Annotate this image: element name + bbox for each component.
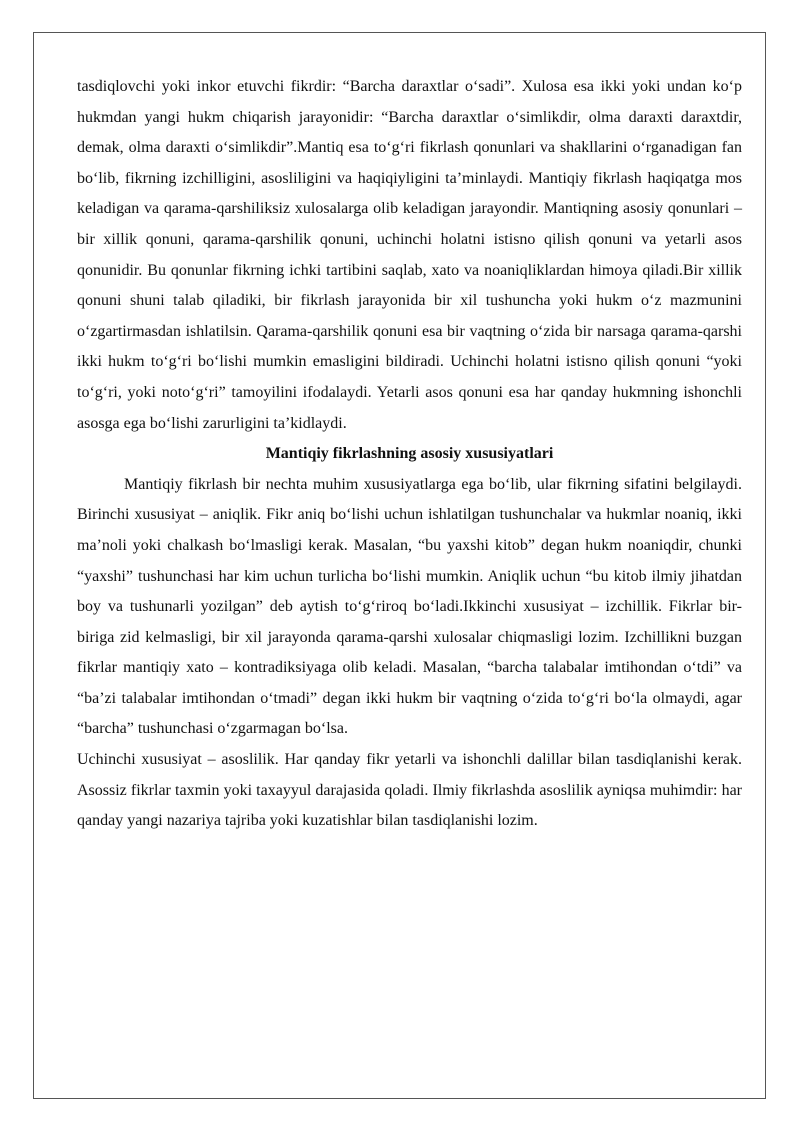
paragraph-properties: Mantiqiy fikrlash bir nechta muhim xususiyatlarga ega bo‘lib, ular fikrning sifatini belgilaydi. Birinchi xususiyat – aniqlik. Fikr aniq bo‘lishi uchun ishlatilgan tushunchalar va hukmlar noaniq, ikki ma’noli yoki chalkash bo‘lmasligi kerak. Masalan, “bu yaxshi kitob” degan hukm noaniqdir, chunki “yaxshi” tushunchasi har kim uchun turlicha bo‘lishi mumkin. Aniqlik uchun “bu kitob ilmiy jihatdan boy va tushunarli yozilgan” deb aytish to‘g‘riroq bo‘ladi.Ikkinchi xususiyat – izchillik. Fikrlar bir-biriga zid kelmasligi, bir xil jarayonda qarama-qarshi xulosalar chiqmasligi lozim. Izchillikni buzgan fikrlar mantiqiy xato – kontradiksiyaga olib keladi. Masalan, “barcha talabalar imtihondan o‘tdi” va “ba’zi talabalar imtihondan o‘tmadi” degan ikki hukm bir vaqtning o‘zida to‘g‘ri bo‘la olmaydi, agar “barcha” tushunchasi o‘zgarmagan bo‘lsa.: [77, 475, 742, 738]
paragraph-laws-of-logic: tasdiqlovchi yoki inkor etuvchi fikrdir: “Barcha daraxtlar o‘sadi”. Xulosa esa ikki yoki undan ko‘p hukmdan yangi hukm chiqarish jarayonidir: “Barcha daraxtlar o‘simlikdir, olma daraxti daraxtdir, demak, olma daraxti o‘simlikdir”.Mantiq esa to‘g‘ri fikrlash qonunlari va shakllarini o‘rganadigan fan bo‘lib, fikrning izchilligini, asosliligini va haqiqiyligini ta’minlaydi. Mantiqiy fikrlash haqiqatga mos keladigan va qarama-qarshiliksiz xulosalarga olib keladigan jarayondir. Mantiqning asosiy qonunlari – bir xillik qonuni, qarama-qarshilik qonuni, uchinchi holatni istisno qilish qonuni va yetarli asos qonunidir. Bu qonunlar fikrning ichki tartibini saqlab, xato va noaniqliklardan himoya qiladi.Bir xillik qonuni shuni talab qiladiki, bir fikrlash jarayonida bir xil tushuncha yoki hukm o‘z mazmunini o‘zgartirmasdan ishlatilsin. Qarama-qarshilik qonuni esa bir vaqtning o‘zida bir narsaga qarama-qarshi ikki hukm to‘g‘ri bo‘lishi mumkin emasligini bildiradi. Uchinchi holatni istisno qilish qonuni “yoki to‘g‘ri, yoki noto‘g‘ri” tamoyilini ifodalaydi. Yetarli asos qonuni esa har qanday hukmning ishonchli asosga ega bo‘lishi zarurligini ta’kidlaydi.: [77, 78, 742, 432]
paragraph-validity: Uchinchi xususiyat – asoslilik. Har qanday fikr yetarli va ishonchli dalillar bilan tasdiqlanishi kerak. Asossiz fikrlar taxmin yoki taxayyul darajasida qoladi. Ilmiy fikrlashda asoslilik ayniqsa muhimdir: har qanday yangi nazariya tajriba yoki kuzatishlar bilan tasdiqlanishi lozim.: [77, 751, 742, 830]
section-heading: Mantiqiy fikrlashning asosiy xususiyatlari: [265, 445, 554, 463]
document-body: [77, 72, 742, 837]
